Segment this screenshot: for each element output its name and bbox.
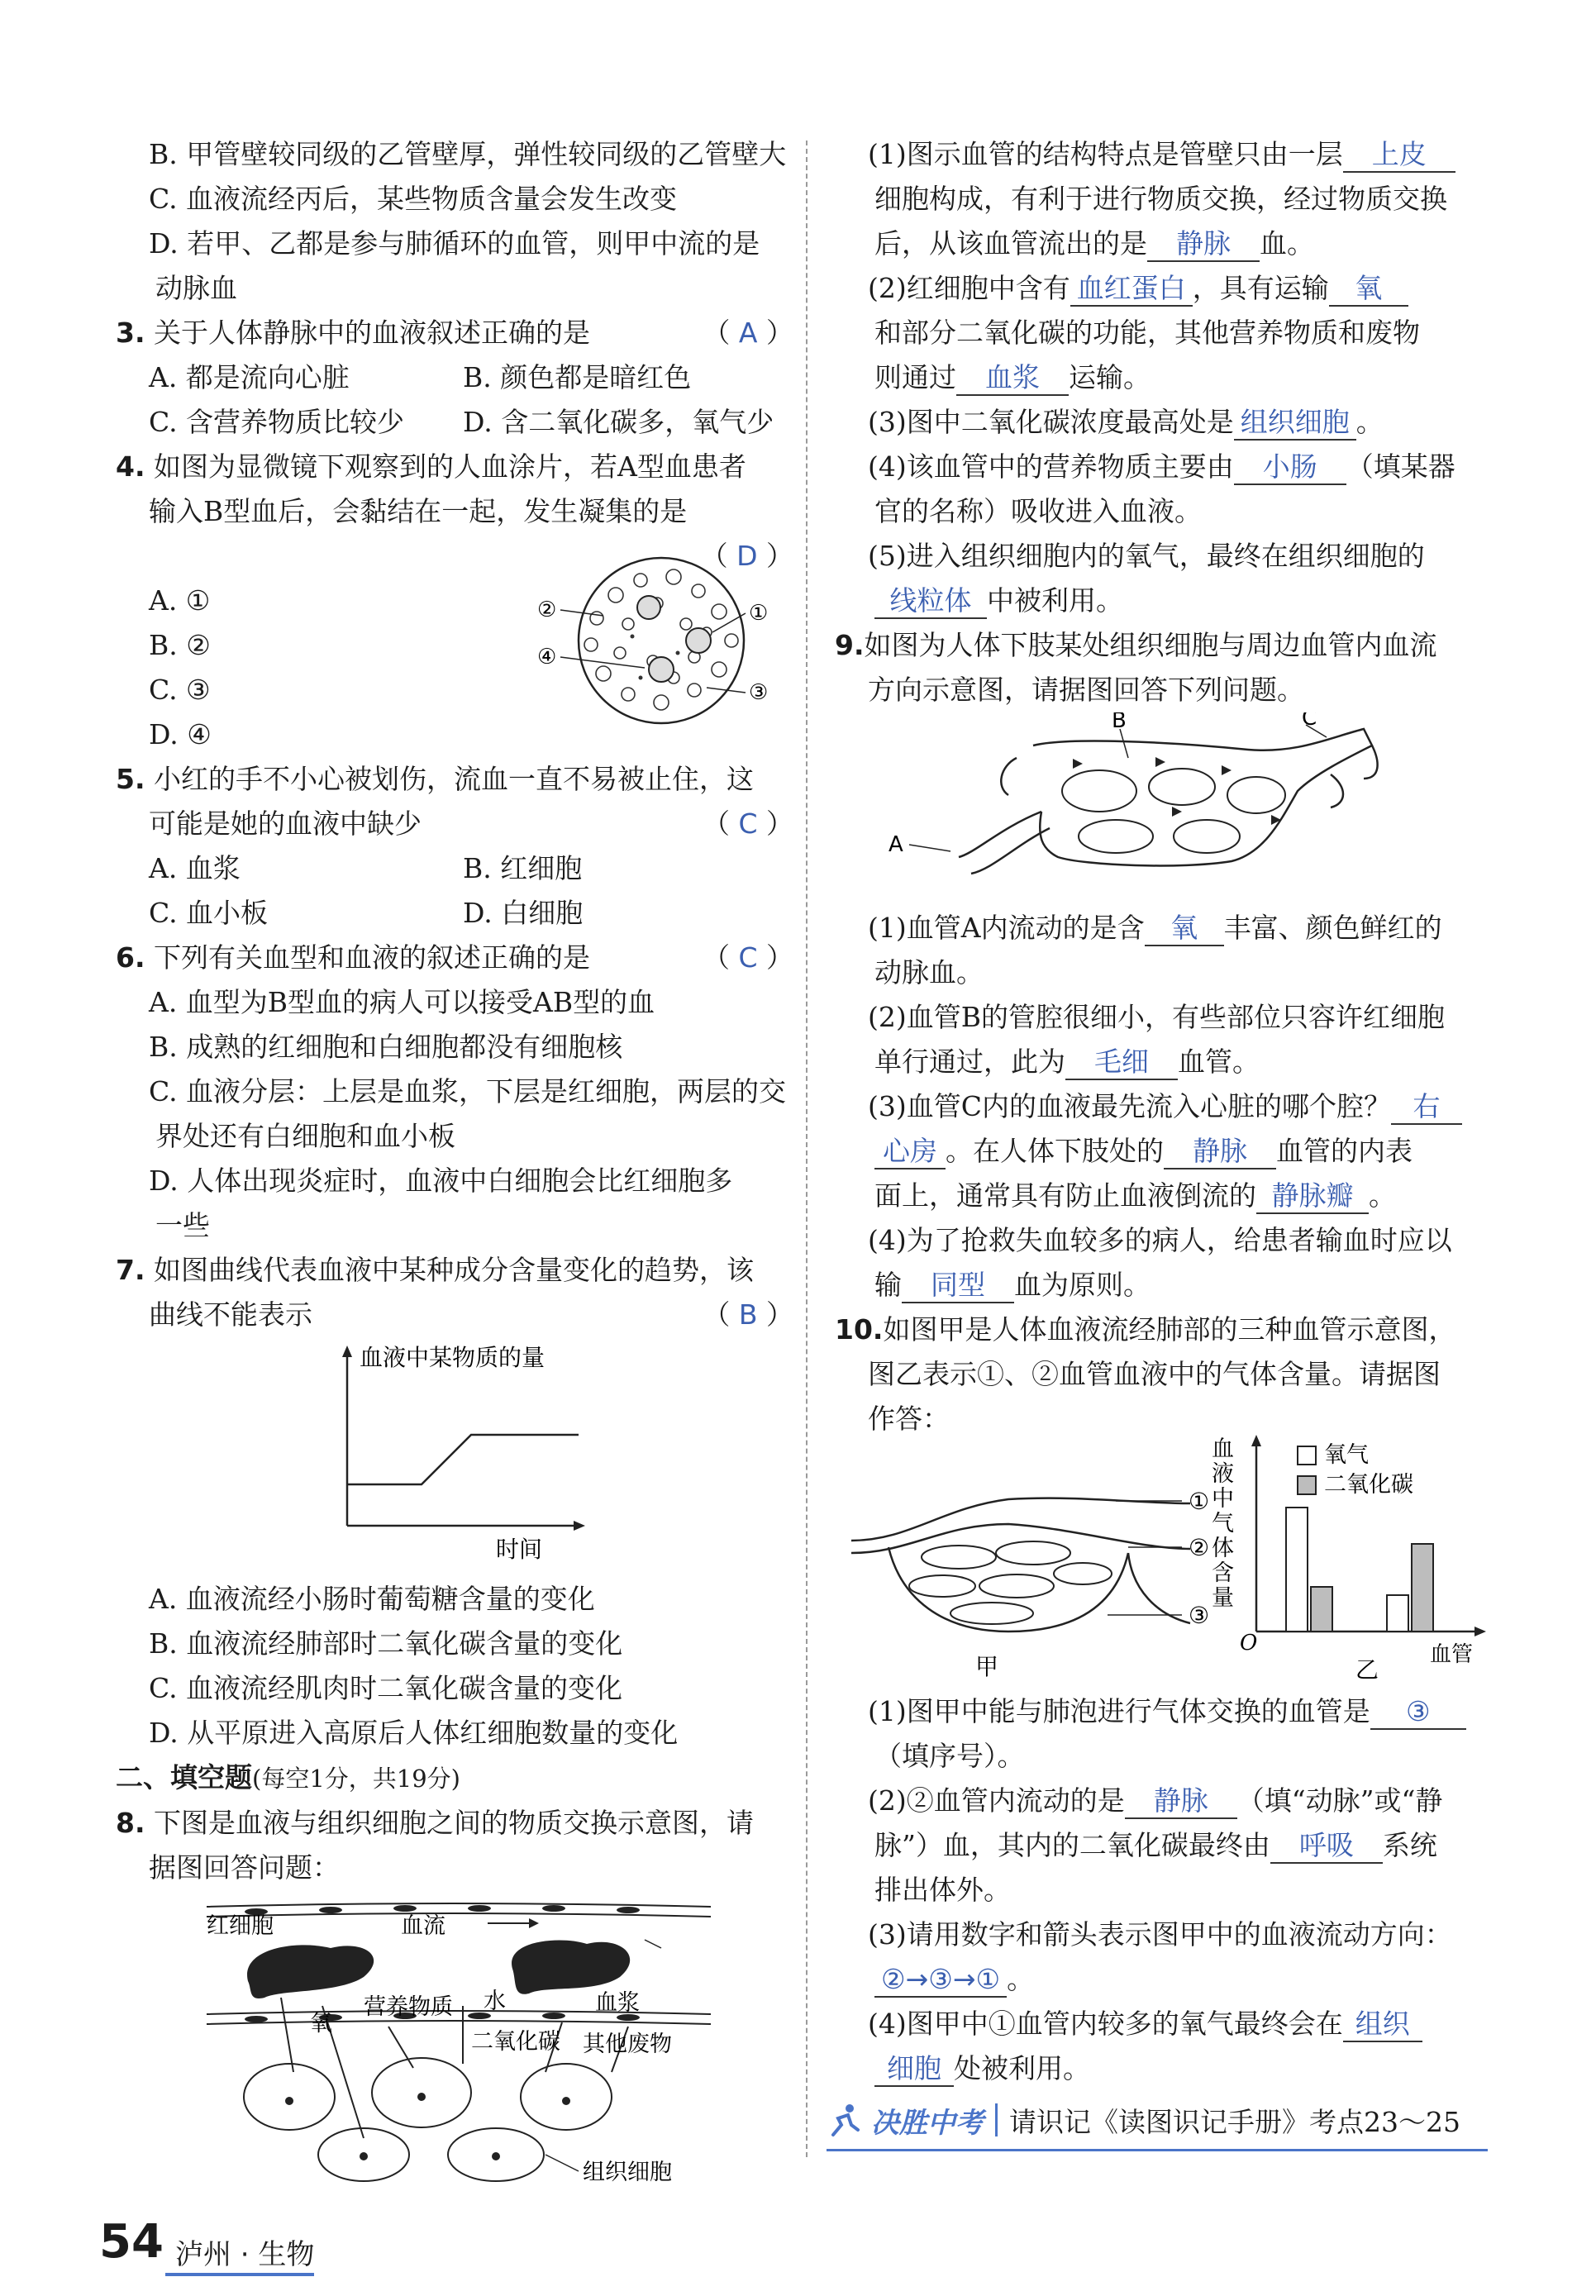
q10-part3: (3)请用数字和箭头表示图甲中的血液流动方向： — [868, 1918, 1452, 1951]
q3-stem — [116, 311, 793, 355]
q5-option-a: A. 血浆 — [149, 852, 241, 884]
q9-part2: (2)血管B的管腔很细小，有些部位只容许红细胞 — [868, 1001, 1445, 1033]
chart-origin: O — [1240, 1631, 1258, 1655]
q5-text: 小红的手不小心被划伤，流血一直不易被止住，这 — [154, 763, 754, 795]
q8-part4-cont: 官的名称）吸收进入血液。 — [874, 495, 1202, 527]
blood-smear-diagram — [529, 545, 793, 744]
chart-xlabel: 血管 — [1430, 1642, 1474, 1667]
q5-options-ab — [116, 846, 793, 891]
q3-number: 3. — [116, 317, 145, 349]
book-title: 泸州 · 生物 — [175, 2238, 315, 2271]
q8-part1-cont: 细胞构成，有利于进行物质交换，经过物质交换 — [874, 183, 1447, 215]
q3-option-b: B. 颜色都是暗红色 — [463, 361, 692, 393]
label-tissue-cell: 组织细胞 — [583, 2160, 672, 2185]
q2-option-d-cont: 动脉血 — [155, 272, 237, 304]
q7-stem-cont: 曲线不能表示 （ B ） — [116, 1293, 793, 1337]
q6-number: 6. — [116, 941, 145, 974]
q9-stem-cont: 方向示意图，请据图回答下列问题。 — [868, 674, 1304, 706]
bar — [1412, 1544, 1433, 1631]
q10-figures — [835, 1436, 1496, 1689]
exam-badge — [827, 2091, 1488, 2149]
label-vessel-3: ③ — [1189, 1602, 1210, 1629]
capillary-exchange-diagram — [116, 1890, 793, 2188]
q10-part1: (1)图甲中能与肺泡进行气体交换的血管是 ③ — [835, 1689, 1496, 1734]
label-water: 水 — [484, 1989, 506, 2014]
q8-part1: (1)图示血管的结构特点是管壁只由一层 上皮 — [835, 132, 1496, 177]
q10-stem-cont: 图乙表示①、②血管血液中的气体含量。请据图 — [868, 1358, 1441, 1390]
q9-part3-cont: 心房 。在人体下肢处的 静脉 血管的内表 — [835, 1129, 1496, 1174]
bar — [1387, 1595, 1408, 1631]
q4-options-figure — [116, 579, 793, 757]
q8-part3: (3)图中二氧化碳浓度最高处是 组织细胞 。 — [835, 400, 1496, 445]
q3-option-a: A. 都是流向心脏 — [149, 361, 350, 393]
badge-separator — [995, 2103, 998, 2136]
q3-answer: （ A ） — [703, 317, 793, 349]
q4-answer: （ D ） — [700, 540, 793, 572]
label-1: ① — [749, 601, 769, 626]
badge-title: 决胜中考 — [871, 2106, 984, 2140]
q8-part5-cont: 线粒体 中被利用。 — [835, 579, 1496, 623]
q7-text: 如图曲线代表血液中某种成分含量变化的趋势，该 — [154, 1254, 754, 1286]
q4-stem-cont: 输入B型血后，会黏结在一起，发生凝集的是 — [149, 495, 688, 527]
label-c: C — [1302, 712, 1317, 731]
q3-text: 关于人体静脉中的血液叙述正确的是 — [154, 317, 590, 349]
q7-answer: （ B ） — [703, 1298, 793, 1331]
label-other-waste: 其他废物 — [583, 2032, 672, 2057]
q9-part3: (3)血管C内的血液最先流入心脏的哪个腔？ 右 — [835, 1084, 1496, 1129]
q7-number: 7. — [116, 1254, 145, 1286]
q5-stem-cont: 可能是她的血液中缺少 （ C ） — [116, 802, 793, 846]
q8-part2-cont: 和部分二氧化碳的功能，其他营养物质和废物 — [874, 317, 1420, 349]
label-2: ② — [537, 598, 557, 622]
q10-stem-cont2: 作答： — [868, 1403, 950, 1435]
q8-text: 下图是血液与组织细胞之间的物质交换示意图，请 — [154, 1807, 754, 1839]
graph-ylabel: 血液中某物质的量 — [360, 1344, 545, 1371]
q5-option-b: B. 红细胞 — [463, 852, 583, 884]
chart-bars — [1286, 1508, 1433, 1631]
q4-number: 4. — [116, 450, 145, 483]
q3-options-cd — [116, 400, 793, 445]
q7-stem — [116, 1248, 793, 1293]
badge-rule — [827, 2149, 1488, 2151]
q7-option-b: B. 血液流经肺部时二氧化碳含量的变化 — [149, 1627, 623, 1660]
q4-option-d: D. ④ — [149, 718, 212, 750]
q3-option-c: C. 含营养物质比较少 — [149, 406, 405, 438]
label-nutrients: 营养物质 — [364, 1994, 453, 2020]
q9-part4: (4)为了抢救失血较多的病人，给患者输血时应以 — [868, 1224, 1452, 1256]
label-oxygen: 氧 — [310, 2011, 332, 2036]
q9-part2-cont: 单行通过，此为 毛细 血管。 — [835, 1040, 1496, 1084]
chart-legend — [1298, 1442, 1413, 1498]
legend-label: 二氧化碳 — [1324, 1472, 1413, 1498]
chart-caption: 乙 — [1355, 1656, 1379, 1684]
label-co2: 二氧化碳 — [471, 2029, 560, 2055]
legend-label: 氧气 — [1324, 1442, 1369, 1468]
label-vessel-2: ② — [1189, 1534, 1210, 1561]
gas-content-bar-chart — [1207, 1433, 1496, 1689]
legend-swatch — [1298, 1446, 1316, 1465]
left-column — [116, 132, 793, 2191]
q10-part4-cont: 细胞 处被利用。 — [835, 2046, 1496, 2091]
q8-number: 8. — [116, 1807, 145, 1839]
q9-stem: 9.如图为人体下肢某处组织细胞与周边血管内血流 — [835, 629, 1437, 661]
badge-note: 请识记《读图识记手册》考点23～25 — [1009, 2105, 1460, 2138]
label-b: B — [1112, 712, 1127, 733]
q8-stem-cont: 据图回答问题： — [149, 1851, 340, 1884]
q8-part1-cont2: 后，从该血管流出的是 静脉 血。 — [835, 222, 1496, 266]
q7-option-c: C. 血液流经肌肉时二氧化碳含量的变化 — [149, 1672, 623, 1704]
q5-option-d: D. 白细胞 — [463, 897, 584, 929]
q9-part1: (1)血管A内流动的是含 氧 丰富、颜色鲜红的 — [835, 906, 1496, 950]
q5-options-cd — [116, 891, 793, 936]
runner-icon — [827, 2102, 863, 2138]
q7-option-a: A. 血液流经小肠时葡萄糖含量的变化 — [149, 1583, 595, 1615]
q6-option-c-cont: 界处还有白细胞和血小板 — [155, 1120, 455, 1152]
q6-option-b: B. 成熟的红细胞和白细胞都没有细胞核 — [149, 1031, 623, 1063]
bar — [1311, 1587, 1332, 1631]
q10-part2-cont: 脉”）血，其内的二氧化碳最终由 呼吸 系统 — [835, 1823, 1496, 1868]
q6-answer: （ C ） — [702, 941, 793, 974]
q5-number: 5. — [116, 763, 145, 795]
q6-option-c: C. 血液分层：上层是血浆，下层是红细胞，两层的交 — [149, 1075, 787, 1108]
q8-part4: (4)该血管中的营养物质主要由 小肠 （填某器 — [835, 445, 1496, 489]
q2-option-d: D. 若甲、乙都是参与肺循环的血管，则甲中流的是 — [149, 227, 760, 260]
right-column — [835, 132, 1496, 2091]
page-number: 54 — [99, 2215, 164, 2269]
footer-rule — [165, 2273, 314, 2276]
q10-part3-cont: ②→③→① 。 — [835, 1957, 1496, 2002]
q6-text: 下列有关血型和血液的叙述正确的是 — [154, 941, 590, 974]
label-plasma: 血浆 — [595, 1990, 640, 2016]
lung-vessels-diagram — [843, 1450, 1232, 1681]
q3-option-d: D. 含二氧化碳多，氧气少 — [463, 406, 774, 438]
q4-option-b: B. ② — [149, 629, 211, 661]
q8-part5: (5)进入组织细胞内的氧气，最终在组织细胞的 — [868, 540, 1425, 572]
q6-option-d: D. 人体出现炎症时，血液中白细胞会比红细胞多 — [149, 1165, 733, 1197]
q8-stem — [116, 1801, 793, 1846]
q2-option-c: C. 血液流经丙后，某些物质含量会发生改变 — [149, 183, 678, 215]
graph-xlabel: 时间 — [496, 1536, 543, 1563]
q2-option-b: B. 甲管壁较同级的乙管壁厚，弹性较同级的乙管壁大 — [149, 138, 787, 170]
label-vessel-1: ① — [1189, 1488, 1210, 1515]
q4-text: 如图为显微镜下观察到的人血涂片，若A型血患者 — [154, 450, 746, 483]
q6-stem — [116, 936, 793, 980]
column-divider — [806, 141, 808, 2157]
q8-part2: (2)红细胞中含有 血红蛋白 ，具有运输 氧 — [835, 266, 1496, 311]
q8-part2-cont2: 则通过 血浆 运输。 — [835, 355, 1496, 400]
q5-option-c: C. 血小板 — [149, 897, 269, 929]
q7-option-d: D. 从平原进入高原后人体红细胞数量的变化 — [149, 1717, 679, 1749]
q6-option-a: A. 血型为B型血的病人可以接受AB型的血 — [149, 986, 655, 1018]
chart-ylabel: 血液中气体含量 — [1212, 1436, 1234, 1611]
q10-part1-cont: （填序号）。 — [874, 1740, 1025, 1772]
q4-stem — [116, 445, 793, 489]
label-blood-flow: 血流 — [401, 1913, 445, 1939]
q5-answer: （ C ） — [702, 807, 793, 840]
legend-swatch — [1298, 1476, 1316, 1494]
q4-option-a: A. ① — [149, 584, 211, 617]
q3-options-ab — [116, 355, 793, 400]
lower-limb-vessel-diagram — [835, 712, 1496, 903]
q9-part4-cont: 输 同型 血为原则。 — [835, 1263, 1496, 1308]
q10-stem: 10.如图甲是人体血液流经肺部的三种血管示意图， — [835, 1313, 1456, 1346]
label-4: ④ — [537, 645, 557, 669]
q5-stem — [116, 757, 793, 802]
bar — [1286, 1508, 1308, 1631]
curve-graph — [116, 1344, 793, 1567]
label-red-blood-cell: 红细胞 — [207, 1913, 274, 1939]
q6-option-d-cont: 一些 — [155, 1209, 210, 1241]
figure-a-caption: 甲 — [975, 1653, 999, 1680]
label-3: ③ — [749, 680, 769, 705]
q9-part3-cont2: 面上，通常具有防止血液倒流的 静脉瓣 。 — [835, 1174, 1496, 1218]
q10-part4: (4)图甲中①血管内较多的氧气最终会在 组织 — [835, 2002, 1496, 2046]
q10-part2: (2)②血管内流动的是 静脉 （填“动脉”或“静 — [835, 1779, 1496, 1823]
q9-part1-cont: 动脉血。 — [874, 956, 984, 988]
q4-option-c: C. ③ — [149, 674, 211, 706]
q10-part2-cont2: 排出体外。 — [874, 1874, 1011, 1906]
label-a: A — [889, 832, 903, 857]
section-fill-in-title: 二、填空题(每空1分，共19分) — [116, 1761, 460, 1793]
